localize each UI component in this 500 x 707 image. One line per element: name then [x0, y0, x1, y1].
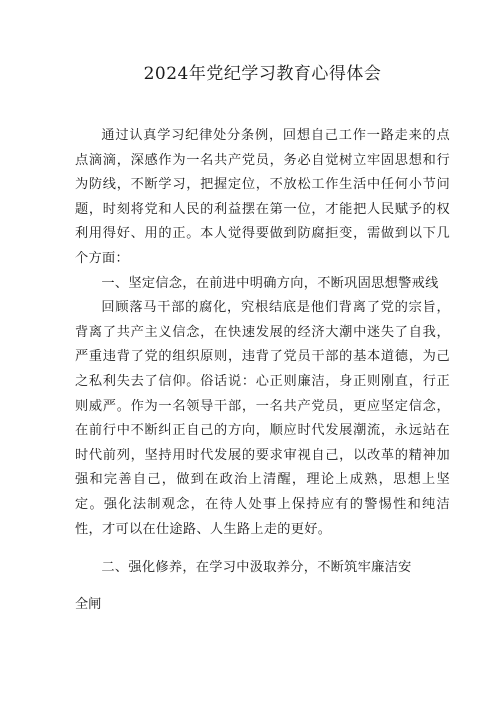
section-1-heading: 一、坚定信念，在前进中明确方向，不断巩固思想警戒线	[101, 275, 439, 291]
document-body	[75, 124, 450, 581]
document-title: 2024年党纪学习教育心得体会	[143, 64, 382, 84]
section-2-heading-continuation: 全闸	[75, 596, 102, 612]
section-2-heading: 二、强化修养，在学习中汲取养分，不断筑牢廉洁安	[101, 560, 412, 576]
intro-paragraph: 通过认真学习纪律处分条例，回想自己工作一路走来的点点滴滴，深感作为一名共产党员，务必自觉树立牢固思想和行为防线，不断学习，把握定位，不放松工作生活中任何小节问题，时刻将党和人民的利益摆在第一位，才能把人民赋予的权利用得好、用的正。本人觉得要做到防腐拒变，需做到以下几个方面：	[75, 128, 450, 266]
section-1-paragraph: 回顾落马干部的腐化，究根结底是他们背离了党的宗旨，背离了共产主义信念，在快速发展的经济大潮中迷失了自我，严重违背了党的组织原则，违背了党员干部的基本道德，为己之私利失去了信仰。俗话说：心正则廉洁，身正则刚直，行正则威严。作为一名领导干部，一名共产党员，更应坚定信念，在前行中不断纠正自己的方向，顺应时代发展潮流，永远站在时代前列，坚持用时代发展的要求审视自己，以改革的精神加强和完善自己，做到在政治上清醒，理论上成熟，思想上坚定。强化法制观念，在待人处事上保持应有的警惕性和纯洁性，才可以在仕途路、人生路上走的更好。	[75, 300, 450, 537]
